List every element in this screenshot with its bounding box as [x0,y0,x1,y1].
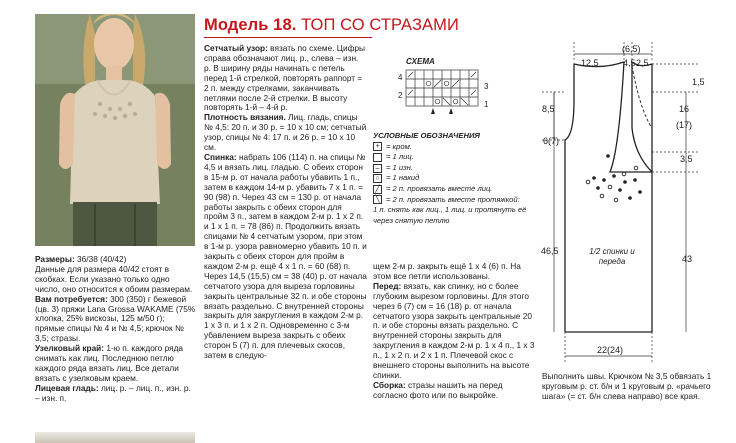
schema-chart [396,68,496,118]
model-number: Модель 18. [204,16,297,34]
middle-column-text [204,44,367,361]
left-column-paragraph: Данные для размера 40/42 стоят в скобках. Если указано только одно число, оно относится к обоим размерам. [35,263,193,294]
left-column-paragraph: Размеры: 36/38 (40/42) [35,254,127,264]
title-underline [204,37,372,38]
schema-row-3: 3 [484,82,489,91]
legend-item [373,195,543,206]
dim-right-armhole-alt: (17) [676,120,693,130]
dim-right-top: 1,5 [692,77,705,87]
legend-item [373,163,543,174]
legend-item-text: = 1 изн. [386,162,413,172]
right-column-paragraph: Сборка: стразы нашить на перед согласно фото или по выкройке. [373,379,503,400]
dim-top-total: (6,5) [622,44,641,54]
dim-right-armhole: 16 [679,104,690,114]
legend-item-text: = 2 п. провязать вместе протяжкой: [386,194,520,204]
model-name: ТОП СО СТРАЗАМИ [301,16,459,34]
schema-title: СХЕМА [406,57,435,66]
right-column-text [373,262,536,401]
dim-top-mid: 4,5 [623,58,636,68]
page-title [204,16,459,35]
legend-symbol-icon: – [373,164,382,173]
middle-column-paragraph: Спинка: набрать 106 (114) п. на спицы № 4,5 и вязать лиц. гладью. С обеих сторон в 15-м р. от начала работы убавить 1 п., затем в каждом 14-м р. убавить 7 х 1 п. = 90 (98) п. Через 43 см = 130 р. от начала работы закрыть с обеих сторон для пройм 3 п., затем в каждом 2-м р. 1 х 2 п. и 1 х 1 п. = 78 (86) п. Продолжить вязать спицами № 4 сетчатым узором, при этом в 1-м р. узора равномерно убавить 10 п. и закрыть с обеих сторон для пройм в каждом 2-м р. ещё 4 х 1 п. = 60 (68) п. Через 14,5 (15,5) см = 38 (40) р. от начала сетчатого узора для выреза горловины закрыть центральные 32 п. и обе стороны вязать раздельно. С внутренней стороны закрыть для закругления в каждом 2-м р. 1 х 3 п. и 1 х 2 п. Одновременно с 3-м убавлением выреза закрыть с обеих сторон 5 (7) п. для плечевых скосов, затем в следую- [204,151,367,361]
dim-right-mid: 3,5 [680,154,693,164]
schema-row-1: 1 [484,100,489,109]
legend-symbol-icon: ○ [373,174,382,183]
left-column-paragraph: Вам потребуется: 300 (350) г бежевой (цв. 3) пряжи Lana Grossa WAKAME (75% хлопка, 25% вискозы, 125 м/50 г); прямые спицы № 4 и № 4,5; крючок № 3,5; стразы. [35,293,196,344]
legend-symbol-icon [373,153,382,162]
legend-item [373,152,543,163]
pattern-diagram [540,40,736,370]
middle-column-paragraph: Плотность вязания. Лиц. гладь, спицы № 4,5: 20 п. и 30 р. = 10 х 10 см; сетчатый узор, спицы № 4: 17 п. и 26 р. = 10 х 10 см. [204,112,367,153]
pattern-label: 1/2 спинки и переда [589,247,635,266]
dim-left-height: 46,5 [541,246,559,256]
legend-item [373,173,543,184]
right-column-paragraph: Перед: вязать, как спинку, но с более глубоким вырезом горловины. Для этого через 6 (7) см = 16 (18) р. от начала сетчатого узора закрыть центральные 20 п. и обе стороны вязать раздельно. С внутренней стороны закрыть для закругления в каждом 2-м р. 1 х 4 п., 1 х 3 п., 1 х 2 п. и 2 х 1 п. Плечевой скос с внешнего стороны выполнить на высоте спинки. [373,280,535,380]
finishing-text: Выполнить швы. Крючком № 3,5 обвязать 1 круговым р. ст. б/н и 1 круговым р. «рачьего шага» (= ст. б/н слева направо) все края. [542,371,712,401]
legend-item [373,142,543,153]
dim-right-height: 43 [682,254,693,264]
dim-top-left: 12,5 [581,58,599,68]
left-column-paragraph: Узелковый край: 1-ю п. каждого ряда снимать как лиц. Последнюю петлю каждого ряда вязать лиц. Все детали вязать с узелковым краем. [35,343,184,383]
legend-note: 1 п. снять как лиц., 1 лиц. и протянуть её через снятую петлю [373,205,527,225]
schema-row-2: 2 [398,91,403,100]
legend-item-text: = 1 накид [386,173,420,183]
dim-left-small: 6(7) [543,136,560,146]
left-column-text [35,255,196,404]
middle-column-paragraph: Сетчатый узор: вязать по схеме. Цифры справа обозначают лиц. р., слева – изн. р. В ширину ряды начинать с петель перед 1-й стрелкой, повторять раппорт = 2 п. между стрелками, заканчивать петлями после 2-й стрелки. В высоту повторять 1-й – 4-й р. [204,43,365,113]
legend-item-text: = кром. [386,141,412,151]
schema-row-4: 4 [398,73,403,82]
right-column-paragraph: щем 2-м р. закрыть ещё 1 х 4 (6) п. На этом все петли использованы. [373,261,521,281]
dim-left-armhole: 8,5 [542,104,555,114]
dim-bottom: 22(24) [597,345,624,355]
legend-symbol-icon: ╲ [373,195,382,204]
legend-item-text: = 1 лиц. [386,152,414,162]
dim-top-right: 2,5 [636,58,649,68]
legend-item-text: = 2 п. провязать вместе лиц. [386,183,493,193]
next-model-photo [35,432,195,443]
model-photo [35,14,195,246]
legend-symbol-icon: ╱ [373,185,382,194]
left-column-paragraph: Лицевая гладь: лиц. р. – лиц. п., изн. р. – изн. п. [35,382,191,403]
legend-item [373,184,543,195]
legend-title: УСЛОВНЫЕ ОБОЗНАЧЕНИЯ [373,131,480,140]
legend-symbol-icon: + [373,142,382,151]
legend [373,131,543,226]
